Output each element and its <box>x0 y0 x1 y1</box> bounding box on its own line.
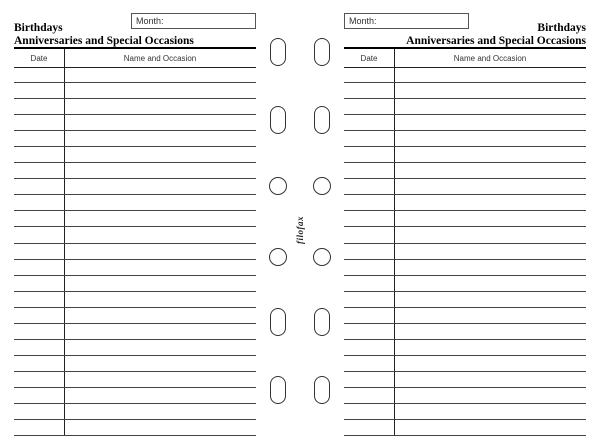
binder-hole <box>314 106 330 134</box>
page-subtitle: Anniversaries and Special Occasions <box>14 35 194 47</box>
entry-row-line <box>14 114 256 115</box>
entry-row-line <box>14 178 256 179</box>
date-column-header: Date <box>30 54 48 63</box>
binder-hole <box>314 38 330 66</box>
binder-hole <box>270 106 286 134</box>
right-page <box>344 0 586 444</box>
entry-row-line <box>344 162 586 163</box>
entry-row-line <box>344 419 586 420</box>
entry-row-line <box>344 226 586 227</box>
binder-hole <box>270 38 286 66</box>
entry-row-line <box>344 243 586 244</box>
entry-row-line <box>14 98 256 99</box>
entry-row-line <box>344 371 586 372</box>
entry-row-line <box>14 339 256 340</box>
table-header <box>14 49 256 68</box>
entry-row-line <box>14 323 256 324</box>
entries-table <box>14 47 256 436</box>
entry-row-line <box>344 355 586 356</box>
entry-row-line <box>344 146 586 147</box>
binder-holes <box>256 0 344 444</box>
entry-row-line <box>344 259 586 260</box>
entry-row-line <box>14 435 256 436</box>
entry-row-line <box>344 435 586 436</box>
page-subtitle: Anniversaries and Special Occasions <box>406 35 586 47</box>
entry-row-line <box>344 178 586 179</box>
entry-row-line <box>14 146 256 147</box>
brand-logo: filofax <box>295 216 305 244</box>
binder-hole <box>313 248 331 266</box>
entry-row-line <box>14 194 256 195</box>
entry-row-line <box>14 291 256 292</box>
entry-row-line <box>344 403 586 404</box>
entry-row-line <box>14 259 256 260</box>
entry-row-line <box>14 82 256 83</box>
entry-row-line <box>14 275 256 276</box>
binder-hole <box>269 177 287 195</box>
entry-row-line <box>344 291 586 292</box>
table-header <box>344 49 586 68</box>
entry-row-line <box>344 307 586 308</box>
month-label: Month: <box>136 16 164 26</box>
binder-hole <box>269 248 287 266</box>
entry-row-line <box>344 130 586 131</box>
name-column-header: Name and Occasion <box>453 54 527 63</box>
page-title: Birthdays <box>14 22 63 34</box>
entry-row-line <box>344 275 586 276</box>
entry-row-line <box>14 226 256 227</box>
entry-row-line <box>14 403 256 404</box>
month-label: Month: <box>349 16 377 26</box>
entry-row-line <box>14 419 256 420</box>
entries-table <box>344 47 586 436</box>
entry-row-line <box>14 355 256 356</box>
entry-row-line <box>14 307 256 308</box>
name-column-header: Name and Occasion <box>123 54 197 63</box>
binder-hole <box>313 177 331 195</box>
binder-hole <box>314 308 330 336</box>
entry-row-line <box>344 82 586 83</box>
month-field[interactable] <box>344 13 469 29</box>
entry-row-line <box>14 371 256 372</box>
binder-hole <box>270 376 286 404</box>
entry-row-line <box>14 387 256 388</box>
left-page <box>14 0 256 444</box>
entry-row-line <box>14 243 256 244</box>
page-title: Birthdays <box>537 22 586 34</box>
entry-row-line <box>14 210 256 211</box>
date-column-header: Date <box>360 54 378 63</box>
binder-hole <box>314 376 330 404</box>
binder-hole <box>270 308 286 336</box>
entry-row-line <box>344 210 586 211</box>
entry-row-line <box>344 114 586 115</box>
entry-row-line <box>344 339 586 340</box>
entry-row-line <box>344 323 586 324</box>
entry-row-line <box>344 194 586 195</box>
month-field[interactable] <box>131 13 256 29</box>
entry-row-line <box>14 130 256 131</box>
entry-row-line <box>14 162 256 163</box>
entry-row-line <box>344 387 586 388</box>
entry-row-line <box>344 98 586 99</box>
